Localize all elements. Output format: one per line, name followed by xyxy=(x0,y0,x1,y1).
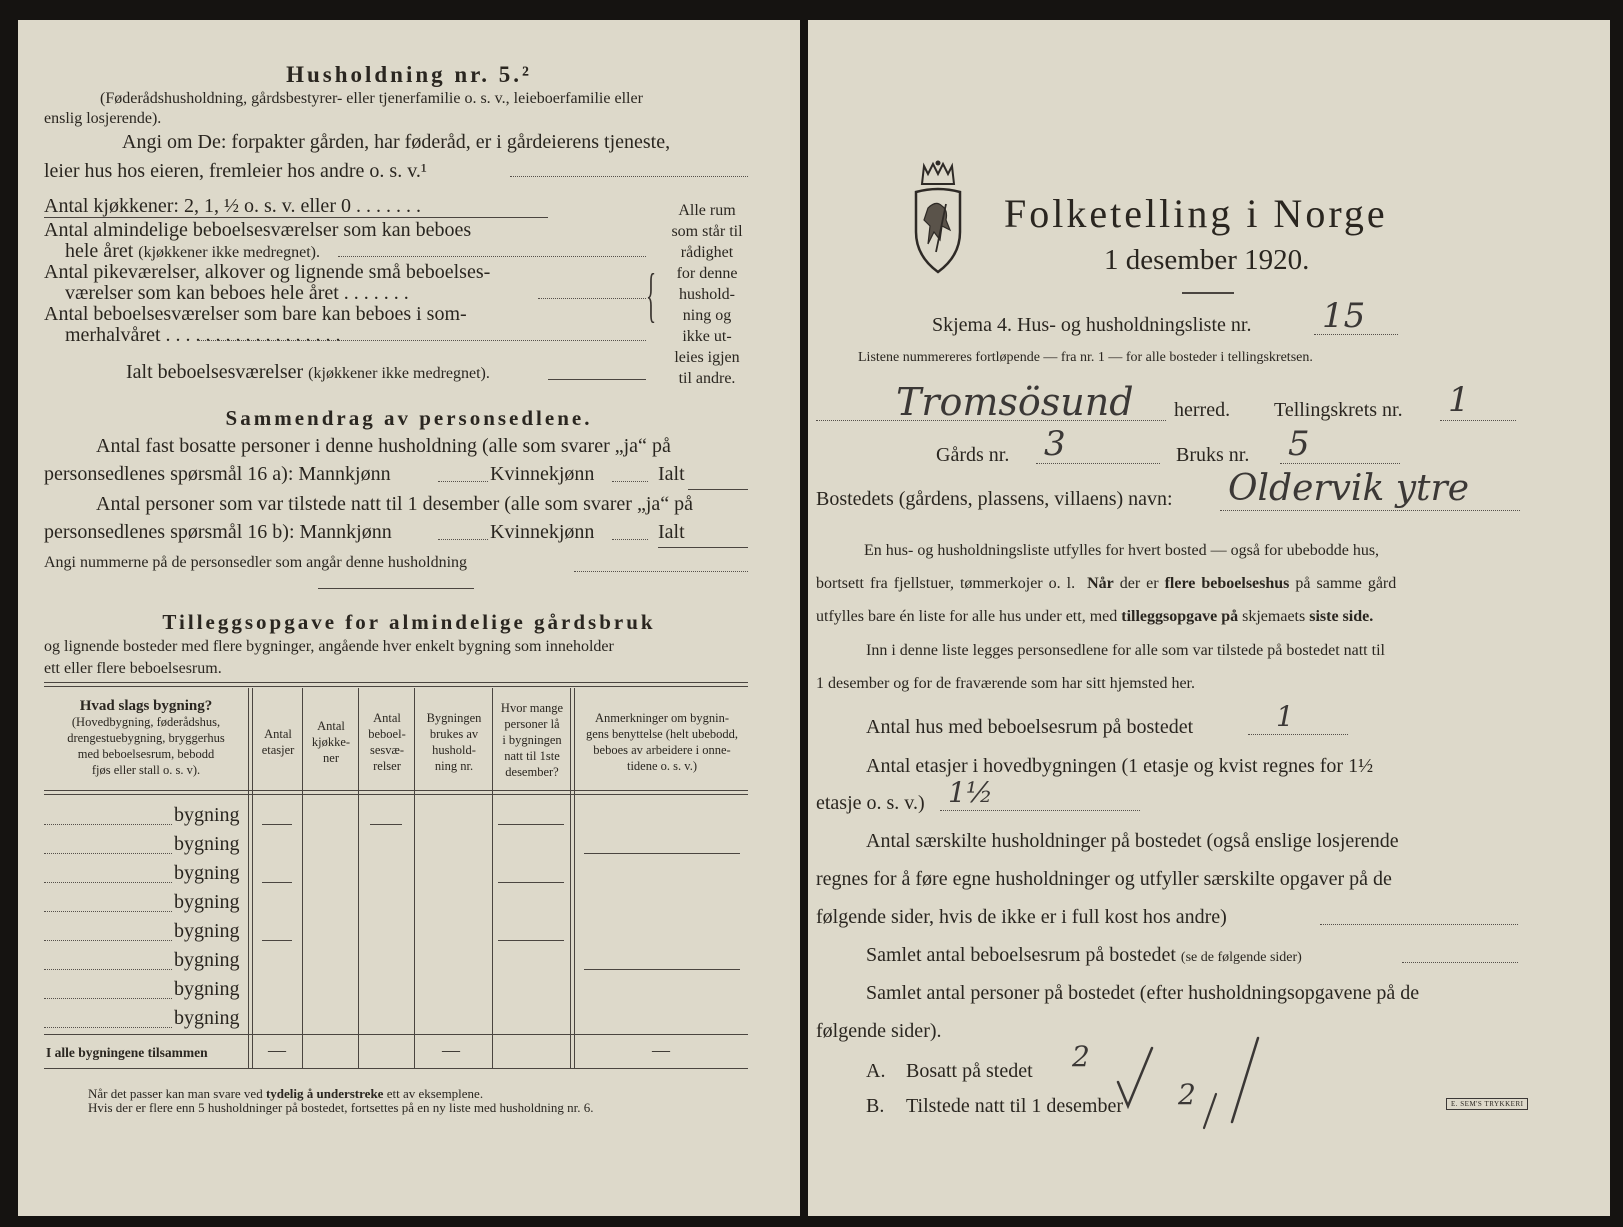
row-4-fill[interactable] xyxy=(44,911,172,912)
bruks-label: Bruks nr. xyxy=(1176,444,1250,466)
pike-line-1: Antal pikeværelser, alkover og lignende små beboelses- xyxy=(44,261,491,283)
bostedets-label: Bostedets (gårdens, plassens, villaens) navn: xyxy=(816,488,1173,510)
antal-hus-line xyxy=(1248,734,1348,735)
angi-nummerne: Angi nummerne på de personsedler som angår denne husholdning xyxy=(44,554,468,571)
samlet-rum-label: Samlet antal beboelsesrum på bostedet (se de følgende sider) xyxy=(866,944,1302,966)
census-title: Folketelling i Norge xyxy=(1004,191,1388,236)
tilstede-line-2: personsedlenes spørsmål 16 b): Mannkjønn xyxy=(44,521,392,543)
brace-note: Alle rum som står til rådighet for denne hushold- ning og ikke ut- leies igjen til andre. xyxy=(671,202,743,387)
samlet-rum-fill-line[interactable] xyxy=(1402,962,1518,963)
household-subtitle-2: enslig losjerende). xyxy=(44,110,162,127)
sommer-line-2: merhalvåret . . . . . . . . . . . . . . . . . . xyxy=(65,324,341,346)
tilstede-letter: B. xyxy=(866,1095,885,1117)
skjema-label: Skjema 4. Hus- og husholdningsliste nr. xyxy=(932,314,1252,336)
tillegg-line-1: og lignende bosteder med flere bygninger, angående hver enkelt bygning som inneholder xyxy=(44,638,614,655)
gards-line xyxy=(1036,463,1160,464)
etasjer-value[interactable]: 1½ xyxy=(948,776,993,809)
antal-hus-label: Antal hus med beboelsesrum på bostedet xyxy=(866,716,1194,738)
gards-value[interactable]: 3 xyxy=(1044,424,1066,464)
col-divider-4 xyxy=(414,688,415,1068)
fast-line-2: personsedlenes spørsmål 16 a): Mannkjønn xyxy=(44,463,391,485)
handwritten-check-marks-icon xyxy=(1108,1030,1288,1130)
angi-line-2: leier hus hos eieren, fremleier hos andre o. s. v.¹ xyxy=(44,160,427,182)
row-5-fill[interactable] xyxy=(44,940,172,941)
herred-line xyxy=(816,420,1166,421)
cell-rule xyxy=(584,853,740,854)
para1-line-2: bortsett fra fjellstuer, tømmerkojer o. l. Når der er flere beboelseshus på samme gård xyxy=(816,575,1397,592)
right-page xyxy=(808,20,1610,1216)
antal-hus-value[interactable]: 1 xyxy=(1276,700,1294,733)
col-divider-3 xyxy=(358,688,359,1068)
printer-stamp: E. SEM'S TRYKKERI xyxy=(1446,1098,1528,1110)
cell-rule xyxy=(370,824,402,825)
tellingskrets-value[interactable]: 1 xyxy=(1448,380,1470,420)
samlet-personer-line-1: Samlet antal personer på bostedet (efter husholdningsopgavene på de xyxy=(866,982,1420,1004)
samlet-personer-line-2: følgende sider). xyxy=(816,1020,942,1042)
cell-rule xyxy=(262,824,292,825)
sommer-fill-line[interactable] xyxy=(198,340,646,341)
cell-rule xyxy=(498,882,564,883)
cell-rule xyxy=(498,824,564,825)
row-2-fill[interactable] xyxy=(44,853,172,854)
col-header-kjokkener: Antal kjøkke- ner xyxy=(311,719,351,765)
col-header-vaerelser: Antal beboel- sesvæ- relser xyxy=(368,711,406,773)
tellingskrets-line xyxy=(1440,420,1516,421)
tillegg-title: Tilleggsopgave for almindelige gårdsbruk xyxy=(162,610,656,634)
table-header-rule-2 xyxy=(44,794,748,795)
para1-line-3: utfylles bare én liste for alle hus under ett, med tilleggsopgave på skjemaets siste side. xyxy=(816,608,1374,625)
etasjer-line-2: etasje o. s. v.) xyxy=(816,792,925,814)
col-header-personer: Hvor mange personer lå i bygningen natt til 1ste desember? xyxy=(500,701,564,779)
row-4-label: bygning xyxy=(174,891,240,913)
table-header-rule-1 xyxy=(44,790,748,791)
col-header-etasjer: Antal etasjer xyxy=(261,727,295,757)
tilstede-kvinne-label: Kvinnekjønn xyxy=(490,521,595,543)
nummerne-fill-line[interactable] xyxy=(574,571,748,572)
col-divider-1b xyxy=(252,688,253,1068)
etasjer-fill-line xyxy=(940,810,1140,811)
sommer-line-1: Antal beboelsesværelser som bare kan beboes i som- xyxy=(44,303,467,325)
col-divider-5 xyxy=(492,688,493,1068)
row-7-fill[interactable] xyxy=(44,998,172,999)
ialt-rooms-label: Ialt beboelsesværelser (kjøkkener ikke medregnet). xyxy=(126,361,490,383)
angi-line-1: Angi om De: forpakter gården, har føderåd, er i gårdeierens tjeneste, xyxy=(122,131,671,153)
saerskilte-line-3: følgende sider, hvis de ikke er i full kost hos andre) xyxy=(816,906,1227,928)
total-husholdning-dash: — xyxy=(442,1040,460,1060)
bostedets-line xyxy=(1220,510,1520,511)
fast-ialt-line[interactable] xyxy=(688,489,748,490)
gards-label: Gårds nr. xyxy=(936,444,1010,466)
row-1-label: bygning xyxy=(174,804,240,826)
kjokkener-underline xyxy=(44,217,548,218)
table-bottom-rule xyxy=(44,1068,748,1069)
tillegg-line-2: ett eller flere beboelsesrum. xyxy=(44,660,222,677)
household-title: Husholdning nr. 5.² xyxy=(286,62,532,87)
tilstede-line-1: Antal personer som var tilstede natt til 1 desember (alle som svarer „ja“ på xyxy=(96,493,694,515)
para1-line-1: En hus- og husholdningsliste utfylles for hvert bosted — også for ubebodde hus, xyxy=(864,542,1380,559)
census-date: 1 desember 1920. xyxy=(1104,244,1310,276)
fast-kvinne-line[interactable] xyxy=(612,481,648,482)
row-2-label: bygning xyxy=(174,833,240,855)
alm-line-1: Antal almindelige beboelsesværelser som kan beboes xyxy=(44,219,472,241)
row-8-fill[interactable] xyxy=(44,1027,172,1028)
etasjer-line-1: Antal etasjer i hovedbygningen (1 etasje og kvist regnes for 1½ xyxy=(866,755,1374,777)
tilstede-value[interactable]: 2 xyxy=(1178,1078,1196,1111)
total-etasjer-dash: — xyxy=(268,1040,286,1060)
coat-of-arms-icon xyxy=(906,160,970,276)
bosatt-letter: A. xyxy=(866,1060,886,1082)
tilstede-ialt-label: Ialt xyxy=(658,521,685,543)
kjokkener-label: Antal kjøkkener: 2, 1, ½ o. s. v. eller 0 . . . . . . . xyxy=(44,195,421,217)
row-8-label: bygning xyxy=(174,1007,240,1029)
angi-fill-line[interactable] xyxy=(510,176,748,177)
skjema-number-value[interactable]: 15 xyxy=(1322,296,1366,336)
col-divider-1 xyxy=(248,688,249,1068)
bruks-line xyxy=(1280,463,1400,464)
col-divider-2 xyxy=(302,688,303,1068)
pike-line-2: værelser som kan beboes hele året . . . . . . . xyxy=(65,282,409,304)
alm-line-2: hele året (kjøkkener ikke medregnet). xyxy=(65,240,320,262)
tilstede-ialt-line[interactable] xyxy=(658,547,748,548)
row-5-label: bygning xyxy=(174,920,240,942)
fast-ialt-label: Ialt xyxy=(658,463,685,485)
row-6-fill[interactable] xyxy=(44,969,172,970)
tilstede-label: Tilstede natt til 1 desember xyxy=(906,1095,1124,1117)
household-subtitle-1: (Føderådshusholdning, gårdsbestyrer- eller tjenerfamilie o. s. v., leieboerfamilie eller xyxy=(100,90,643,107)
listene-note: Listene nummereres fortløpende — fra nr. 1 — for alle bosteder i tellingskretsen. xyxy=(858,350,1313,365)
para2-line-2: 1 desember og for de fraværende som har sitt hjemsted her. xyxy=(816,675,1195,692)
total-row-label: I alle bygningene tilsammen xyxy=(46,1045,208,1060)
row-3-label: bygning xyxy=(174,862,240,884)
bosatt-value[interactable]: 2 xyxy=(1072,1040,1090,1073)
total-anmerkninger-dash: — xyxy=(652,1040,670,1060)
col-header-husholdning: Bygningen brukes av hushold- ning nr. xyxy=(426,711,482,773)
herred-label: herred. xyxy=(1174,399,1231,421)
table-top-rule-1 xyxy=(44,682,748,683)
title-divider xyxy=(1182,292,1234,294)
ialt-rooms-line[interactable] xyxy=(548,379,646,380)
skjema-number-line xyxy=(1314,334,1398,335)
saerskilte-fill-line[interactable] xyxy=(1320,924,1518,925)
bruks-value[interactable]: 5 xyxy=(1288,424,1310,464)
fast-kvinne-label: Kvinnekjønn xyxy=(490,463,595,485)
herred-value[interactable]: Tromsösund xyxy=(896,380,1134,424)
saerskilte-line-1: Antal særskilte husholdninger på bostedet (også enslige losjerende xyxy=(866,830,1399,852)
section-divider xyxy=(318,588,474,589)
bostedets-value[interactable]: Oldervik ytre xyxy=(1228,468,1470,509)
fast-mann-line[interactable] xyxy=(438,481,488,482)
pike-fill-line[interactable] xyxy=(538,298,646,299)
bosatt-label: Bosatt på stedet xyxy=(906,1060,1033,1082)
row-1-fill[interactable] xyxy=(44,824,172,825)
left-page xyxy=(18,20,800,1216)
footnote-1: Når det passer kan man svare ved tydelig å understreke ett av eksemplene. xyxy=(88,1086,484,1101)
cell-rule xyxy=(262,940,292,941)
saerskilte-line-2: regnes for å føre egne husholdninger og utfyller særskilte opgaver på de xyxy=(816,868,1392,890)
cell-rule xyxy=(498,940,564,941)
row-6-label: bygning xyxy=(174,949,240,971)
table-total-rule xyxy=(44,1034,748,1035)
row-3-fill[interactable] xyxy=(44,882,172,883)
fast-line-1: Antal fast bosatte personer i denne husholdning (alle som svarer „ja“ på xyxy=(96,435,671,457)
sammendrag-title: Sammendrag av personsedlene. xyxy=(225,406,593,430)
tilstede-kvinne-line[interactable] xyxy=(612,539,648,540)
table-top-rule-2 xyxy=(44,686,748,687)
col-divider-6 xyxy=(570,688,571,1068)
row-7-label: bygning xyxy=(174,978,240,1000)
tellingskrets-label: Tellingskrets nr. xyxy=(1274,399,1403,421)
cell-rule xyxy=(262,882,292,883)
brace-icon: { xyxy=(646,262,657,328)
footnote-2: Hvis der er flere enn 5 husholdninger på bostedet, fortsettes på en ny liste med husholdning nr. 6. xyxy=(88,1100,594,1115)
col-header-type: Hvad slags bygning? (Hovedbygning, føderådshus, drengestuebygning, bryggerhus med beboelsesrum, bebodd fjøs eller stall o. s. v). xyxy=(67,698,225,777)
col-header-anmerkninger: Anmerkninger om bygnin- gens benyttelse (helt ubebodd, beboes av arbeidere i onne- tidene o. s. v.) xyxy=(585,711,739,773)
tilstede-mann-line[interactable] xyxy=(438,539,488,540)
cell-rule xyxy=(584,969,740,970)
alm-fill-line[interactable] xyxy=(338,256,646,257)
para2-line-1: Inn i denne liste legges personsedlene for alle som var tilstede på bostedet natt til xyxy=(866,642,1385,659)
